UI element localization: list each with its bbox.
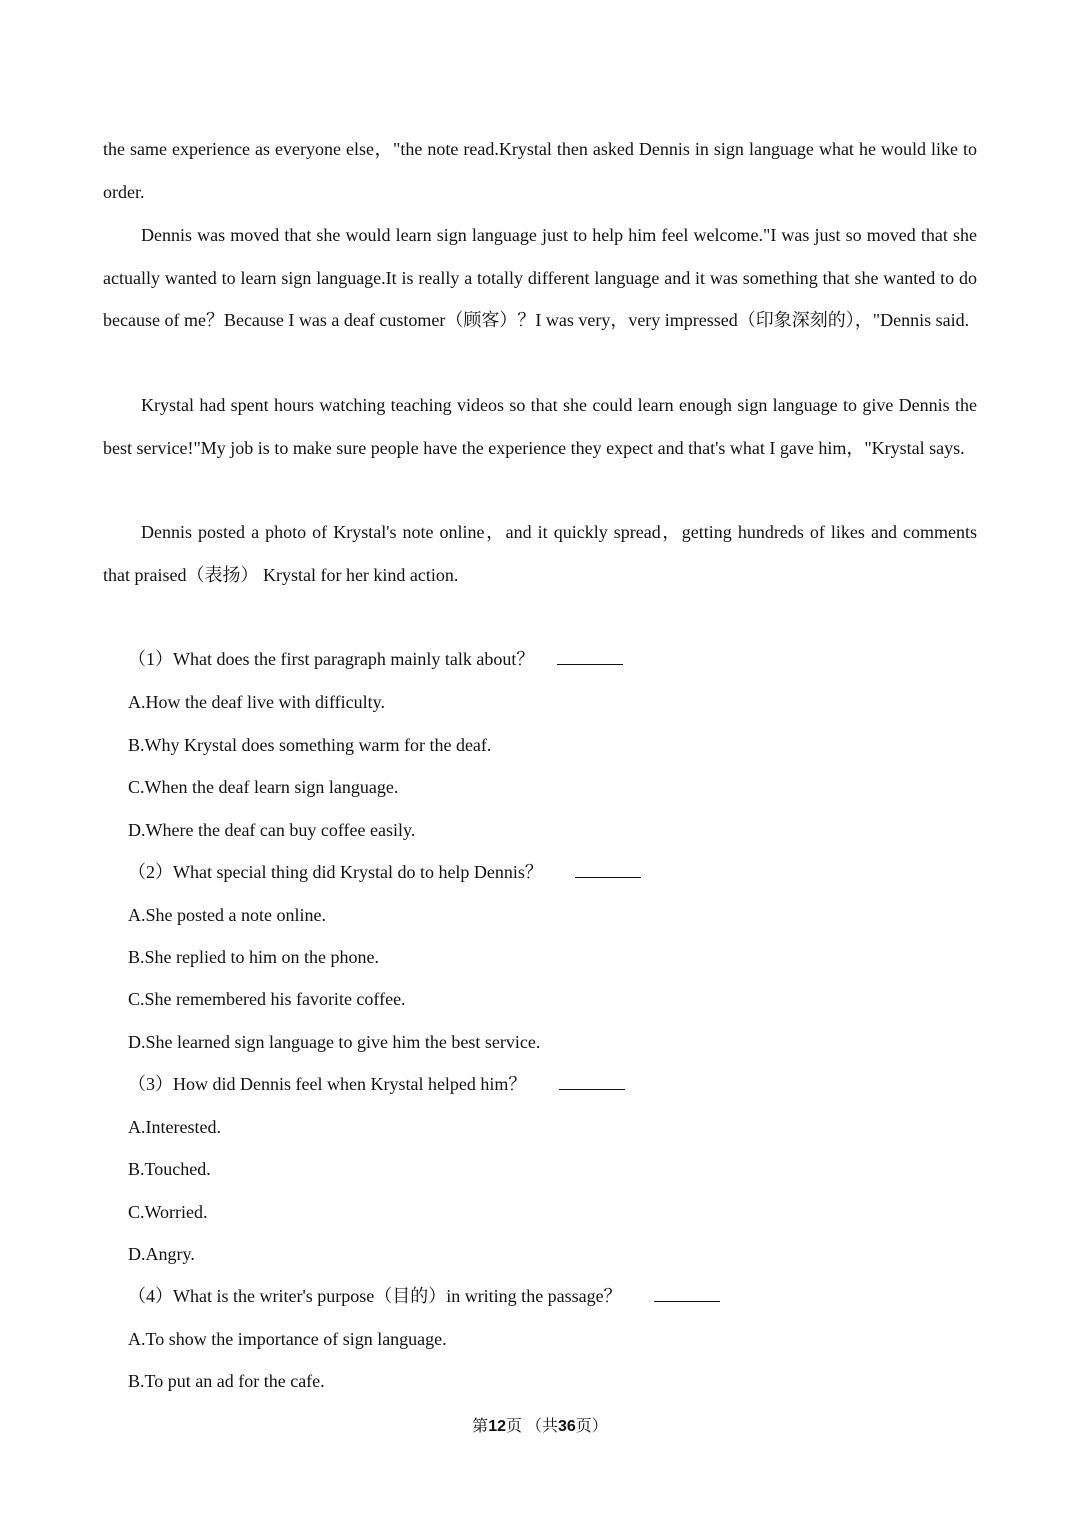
question-stem: （4）What is the writer's purpose（目的）in writing the passage？ [128,1286,622,1306]
question-stem: （2）What special thing did Krystal do to help Dennis？ [128,862,543,882]
footer-prefix: 第 [472,1418,489,1435]
option-4a: A.To show the importance of sign language. [128,1329,447,1349]
answer-blank[interactable] [559,1071,625,1090]
answer-blank[interactable] [557,646,623,665]
option-2b: B.She replied to him on the phone. [128,947,379,967]
question-stem: （1）What does the first paragraph mainly talk about？ [128,649,535,669]
option-2a: A.She posted a note online. [128,905,326,925]
option-3a: A.Interested. [128,1117,221,1137]
page-footer [0,1414,1080,1440]
question-1 [128,646,623,672]
option-1a: A.How the deaf live with difficulty. [128,692,385,712]
passage-paragraph-continued: the same experience as everyone else，"the note read.Krystal then asked Dennis in sign language what he would like to order. [103,139,977,202]
option-4b: B.To put an ad for the cafe. [128,1371,325,1391]
passage-paragraph-3: Krystal had spent hours watching teaching videos so that she could learn enough sign language to give Dennis the best service!"My job is to make sure people have the experience they expect and that's what I gave him，"Krystal says. [103,395,977,458]
total-page-count: 36 [558,1418,576,1435]
option-1d: D.Where the deaf can buy coffee easily. [128,820,416,840]
footer-suffix: 页） [575,1418,608,1435]
footer-middle: 页 （共 [505,1418,558,1435]
question-4 [128,1283,720,1309]
current-page-number: 12 [488,1418,506,1435]
option-2d: D.She learned sign language to give him the best service. [128,1032,541,1052]
passage-paragraph-4: Dennis posted a photo of Krystal's note online，and it quickly spread，getting hundreds of likes and comments that praised（表扬） Krystal for her kind action. [103,522,977,585]
passage-paragraph-2: Dennis was moved that she would learn sign language just to help him feel welcome."I was just so moved that she actually wanted to learn sign language.It is really a totally different language and it was something that she wanted to do because of me？Because I was a deaf customer（顾客）？I was very，very impressed（印象深刻的），"Dennis said. [103,225,977,330]
answer-blank[interactable] [654,1283,720,1302]
option-2c: C.She remembered his favorite coffee. [128,989,406,1009]
question-stem: （3）How did Dennis feel when Krystal helped him？ [128,1074,527,1094]
option-3c: C.Worried. [128,1202,208,1222]
option-1b: B.Why Krystal does something warm for the deaf. [128,735,492,755]
question-3 [128,1071,625,1097]
option-1c: C.When the deaf learn sign language. [128,777,399,797]
question-2 [128,859,641,885]
answer-blank[interactable] [575,859,641,878]
option-3b: B.Touched. [128,1159,211,1179]
option-3d: D.Angry. [128,1244,195,1264]
